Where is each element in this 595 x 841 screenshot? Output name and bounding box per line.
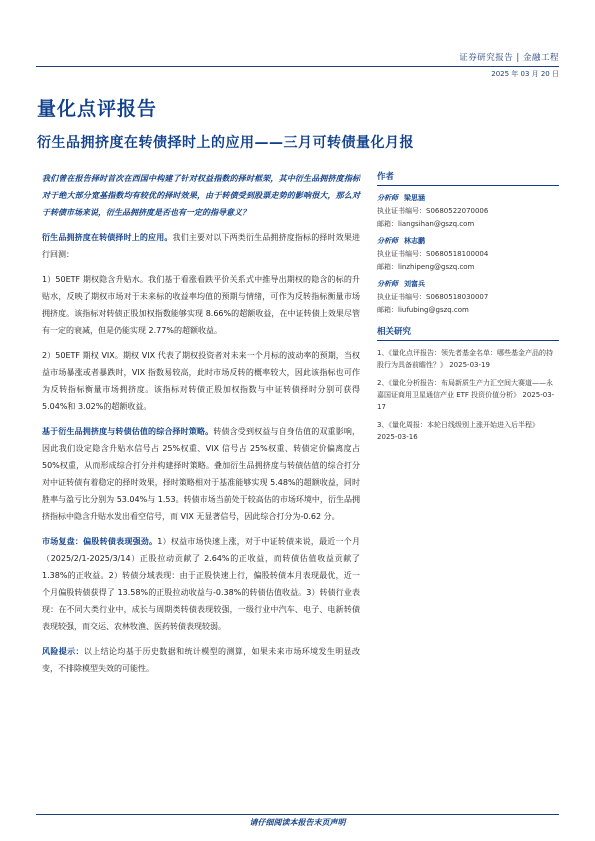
related-heading: 相关研究 xyxy=(377,325,559,341)
section-lead-derivative: 衍生品拥挤度在转债择时上的应用。 xyxy=(42,233,173,242)
sidebar xyxy=(377,170,559,449)
paragraph-vix: 2）50ETF 期权 VIX。期权 VIX 代表了期权投资者对未来一个月标的波动率的预期，当权益市场暴涨或者暴跌时，VIX 指数易较高，此时市场反转的概率较大，因此该指标也可作为反转指标衡量市场拥挤度。该指标对转债正股加权指数与中证转债择时分别可获得 5.04%和 3.02%的超额收益。 xyxy=(42,351,360,411)
paragraph-market-review xyxy=(42,533,360,635)
author-email[interactable]: 邮箱：linzhipeng@gszq.com xyxy=(377,263,475,271)
author-role: 分析师 xyxy=(377,237,398,245)
author-card xyxy=(377,192,559,231)
section-lead-composite: 基于衍生品拥挤度与转债估值的综合择时策略。 xyxy=(42,427,214,436)
risk-text: 以上结论均基于历史数据和统计模型的测算，如果未来市场环境发生明显改变，不排除模型失效的可能性。 xyxy=(42,647,361,673)
paragraph-implied-basis: 1）50ETF 期权隐含升贴水。我们基于看涨看跌平价关系式中推导出期权的隐含的标的升贴水，反映了期权市场对于未来标的收益率均值的预期与情绪，可作为反转指标衡量市场拥挤度。该指标对转债正股加权指数能够实现 8.66%的超额收益，在中证转债上效果尽管有一定的衰减，但是仍能实现 2.77%的超额收益。 xyxy=(42,275,360,335)
author-email[interactable]: 邮箱：liufubing@gszq.com xyxy=(377,306,469,314)
paragraph-risk xyxy=(42,643,360,677)
summary-paragraph: 我们曾在报告择时首次在西国中构建了针对权益指数的择时框架，其中衍生品拥挤度指标对于绝大部分宽基指数均有较优的择时效果，由于转债受到股票走势的影响很大，那么对于转债市场来说，衍生品拥挤度是否也有一定的指导意义？ xyxy=(42,174,360,217)
header-tag-block xyxy=(459,51,559,63)
report-type-title: 量化点评报告 xyxy=(37,98,158,120)
author-role: 分析师 xyxy=(377,194,398,202)
author-name: 林志鹏 xyxy=(404,237,425,245)
paragraph-composite-text: 转债含受到权益与自身估值的双重影响，因此我们设定隐含升贴水信号占 25%权重、VIX 信号占 25%权重、转债定价偏离度占 50%权重，从而形成综合打分并构建择时策略。叠加衍生品拥挤度与转债估值的综合打分对中证转债有着稳定的择时效果，择时策略相对于基准能够实现 5.48%的超额收益，同时胜率与盈亏比分别为 53.04%与 1.53。转债市场当前处于较高估的市场环境中，衍生品拥挤指标中隐含升贴水发出看空信号，而 VIX 无显著信号，因此综合打分为-0.62 分。 xyxy=(42,427,361,521)
paragraph-intro xyxy=(42,229,360,263)
author-role: 分析师 xyxy=(377,280,398,288)
related-item[interactable]: 2、《量化分析报告：布局新质生产力汇空间大赛道——永嘉国证商用卫星通信产业 ETF 投资价值分析》 2025-03-17 xyxy=(377,379,555,411)
risk-label: 风险提示： xyxy=(42,647,84,656)
paragraph-intro-text: 我们主要对以下两类衍生品拥挤度指标的择时效果进行回测： xyxy=(42,233,361,259)
author-cert: 执业证书编号：S0680518030007 xyxy=(377,293,489,301)
main-body xyxy=(42,170,360,685)
footer-disclaimer: 请仔细阅读本报告末页声明 xyxy=(249,818,346,827)
paragraph-composite-strategy xyxy=(42,423,360,525)
related-item[interactable]: 3、《量化周报：本轮日线级别上涨开始进入后半程》 2025-03-16 xyxy=(377,421,539,441)
author-cert: 执业证书编号：S0680522070006 xyxy=(377,207,489,215)
author-email[interactable]: 邮箱：liangsihan@gszq.com xyxy=(377,220,475,228)
author-card xyxy=(377,235,559,274)
authors-heading: 作者 xyxy=(377,170,559,186)
report-subtitle: 衍生品拥挤度在转债择时上的应用——三月可转债量化月报 xyxy=(37,135,414,151)
header-divider xyxy=(36,66,559,67)
author-name: 刘富兵 xyxy=(404,280,425,288)
report-date: 2025 年 03 月 20 日 xyxy=(491,70,559,78)
section-lead-review: 市场复盘：偏股转债表现强劲。 xyxy=(42,537,158,546)
footer-divider xyxy=(36,814,559,815)
related-item[interactable]: 1、《量化点评报告：领先者基金名单：哪些基金产品的持股行为具备前瞻性？》 2025-03-19 xyxy=(377,349,553,369)
author-cert: 执业证书编号：S0680518100004 xyxy=(377,250,489,258)
report-category: 证券研究报告 | 金融工程 xyxy=(459,53,559,63)
author-card xyxy=(377,278,559,317)
author-name: 梁思涵 xyxy=(404,194,425,202)
paragraph-review-text: 1）权益市场快速上涨，对于中证转债来说，最近一个月（2025/2/1-2025/3/14）正股拉动贡献了 2.64%的正收益，而转债估值收益贡献了 1.38%的正收益。2）转债分域表现：由于正股快速上行，偏股转债本月表现最优，近一个月偏股转债获得了 13.58%的正股拉动收益与-0.38%的转债估值收益。3）转债行业表现：在不同大类行业中，成长与周期类转债表现较强，一级行业中汽车、电子、电新转债表现较强，而交运、农林牧渔、医药转债表现较弱。 xyxy=(42,537,360,631)
related-research xyxy=(377,325,559,443)
